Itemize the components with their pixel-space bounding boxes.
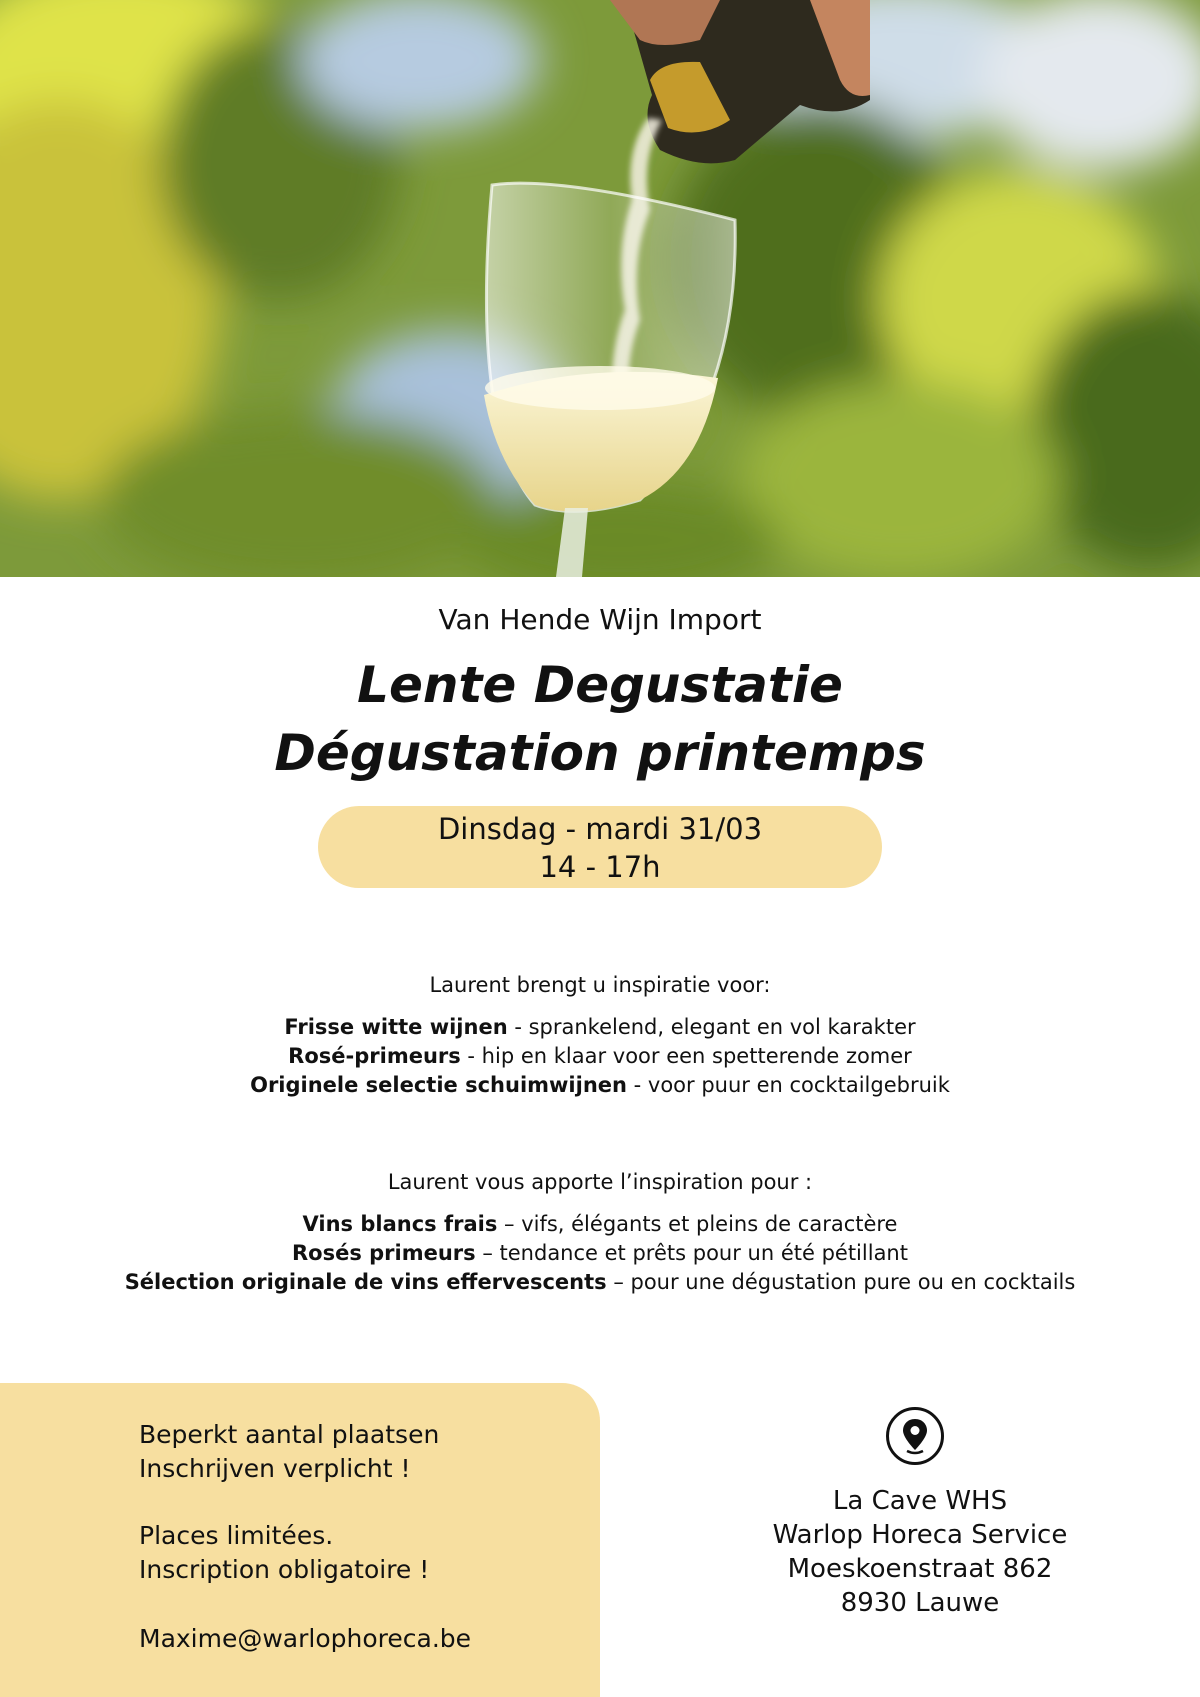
item-description: - voor puur en cocktailgebruik (626, 1073, 950, 1097)
hero-image (0, 0, 1200, 577)
date-badge (318, 806, 882, 888)
item-highlight: Rosé-primeurs (288, 1044, 461, 1068)
list-item (0, 1071, 1200, 1100)
list-item (0, 1013, 1200, 1042)
location-pin-icon (885, 1406, 945, 1466)
item-highlight: Originele selectie schuimwijnen (250, 1073, 627, 1097)
list-item (0, 1042, 1200, 1071)
time-line: 14 - 17h (539, 850, 661, 884)
list-item (0, 1268, 1200, 1297)
item-highlight: Frisse witte wijnen (284, 1015, 508, 1039)
contact-email-link[interactable]: Maxime@warlophoreca.be (139, 1624, 472, 1653)
venue-street: Moeskoenstraat 862 (787, 1554, 1053, 1584)
section-french (0, 1170, 1200, 1297)
company-name: Van Hende Wijn Import (438, 603, 762, 636)
item-highlight: Vins blancs frais (302, 1212, 498, 1236)
list-item (0, 1239, 1200, 1268)
limited-seats-nl: Beperkt aantal plaatsen (139, 1420, 440, 1449)
venue-name: La Cave WHS (832, 1486, 1008, 1516)
limited-seats-fr: Places limitées. (139, 1521, 334, 1550)
registration-required-nl: Inschrijven verplicht ! (139, 1454, 411, 1483)
item-description: - sprankelend, elegant en vol karakter (507, 1015, 916, 1039)
item-highlight: Rosés primeurs (292, 1241, 476, 1265)
registration-notice-fr (139, 1519, 429, 1587)
item-highlight: Sélection originale de vins effervescents (124, 1270, 607, 1294)
venue-company: Warlop Horeca Service (772, 1520, 1068, 1550)
wine-pour-photo (0, 0, 1200, 577)
section-intro: Laurent vous apporte l’inspiration pour : (387, 1170, 813, 1194)
title-line-nl: Lente Degustatie (357, 656, 843, 714)
title-line-fr: Dégustation printemps (274, 724, 926, 782)
section-dutch (0, 973, 1200, 1100)
item-description: – vifs, élégants et pleins de caractère (497, 1212, 898, 1236)
registration-info-box (0, 1383, 600, 1697)
item-description: – tendance et prêts pour un été pétillant (475, 1241, 908, 1265)
event-title (0, 651, 1200, 787)
date-line: Dinsdag - mardi 31/03 (437, 812, 763, 846)
item-description: – pour une dégustation pure ou en cocktails (606, 1270, 1076, 1294)
venue-city: 8930 Lauwe (840, 1588, 1000, 1618)
venue-address (720, 1484, 1120, 1620)
section-intro: Laurent brengt u inspiratie voor: (429, 973, 771, 997)
registration-required-fr: Inscription obligatoire ! (139, 1555, 430, 1584)
registration-notice-nl (139, 1418, 439, 1486)
item-description: - hip en klaar voor een spetterende zomer (460, 1044, 912, 1068)
list-item (0, 1210, 1200, 1239)
